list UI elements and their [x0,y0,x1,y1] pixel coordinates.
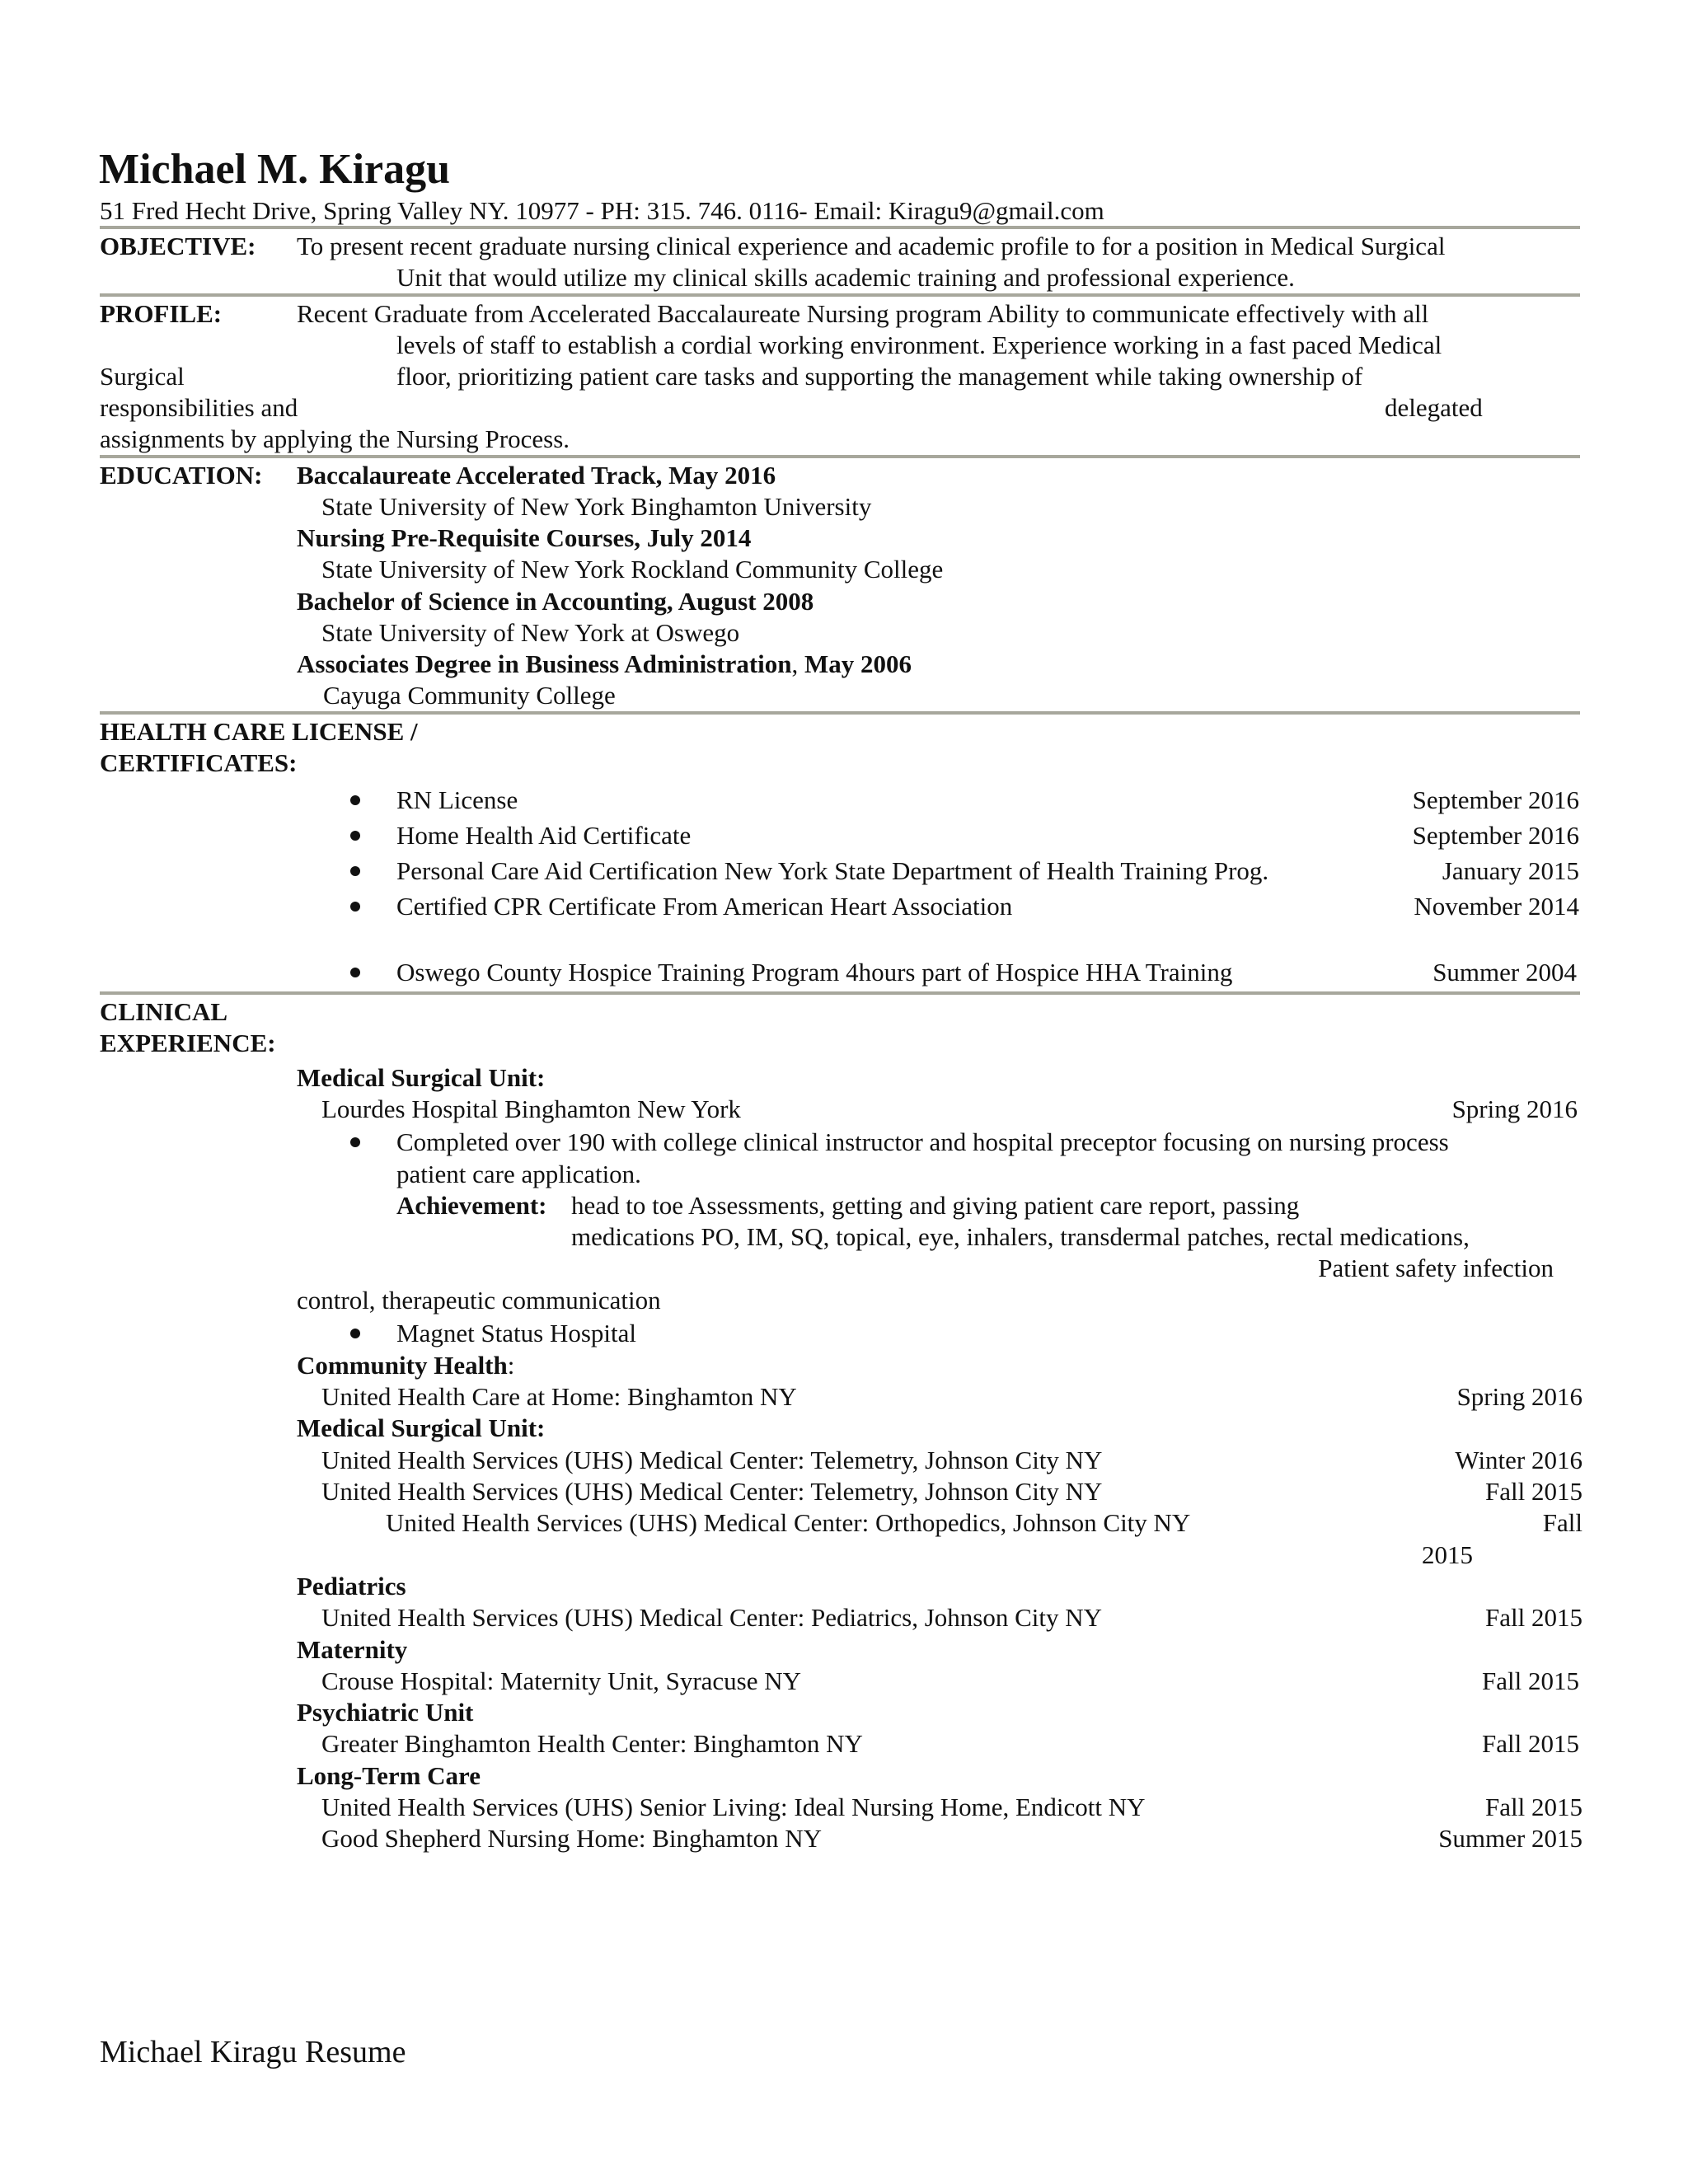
clinical-place: Good Shepherd Nursing Home: Binghamton NY [321,1824,823,1853]
profile-text-line4a: responsibilities and [100,393,298,422]
section-divider [100,991,1580,995]
license-date: January 2015 [1442,856,1579,885]
clinical-place: Greater Binghamton Health Center: Binghamton NY [321,1729,863,1758]
education-school: State University of New York at Oswego [321,618,740,647]
clinical-place: United Health Services (UHS) Senior Living: Ideal Nursing Home, Endicott NY [321,1793,1146,1821]
clinical-place: United Health Services (UHS) Medical Center: Telemetry, Johnson City NY [321,1446,1103,1474]
clinical-unit-colon: : [507,1351,515,1380]
education-school: State University of New York Binghamton University [321,492,872,521]
clinical-date: Fall 2015 [1482,1666,1579,1695]
profile-label: PROFILE: [100,299,223,328]
education-degree: Associates Degree in Business Administration [297,649,792,678]
clinical-place: United Health Care at Home: Binghamton NY [321,1382,797,1411]
clinical-label-line2: EXPERIENCE: [100,1029,276,1057]
license-date: Summer 2004 [1432,958,1577,987]
achievement-text: medications PO, IM, SQ, topical, eye, inhalers, transdermal patches, rectal medications, [571,1222,1470,1251]
clinical-date: Fall 2015 [1485,1603,1582,1632]
profile-text-line2: levels of staff to establish a cordial working environment. Experience working in a fast paced Medical [396,330,1442,359]
education-school: State University of New York Rockland Community College [321,555,944,583]
clinical-unit-title: Community Health [297,1351,508,1380]
bullet-icon [350,902,360,912]
clinical-label-line1: CLINICAL [100,997,228,1026]
clinical-date: Spring 2016 [1451,1094,1578,1123]
achievement-label: Achievement: [396,1191,547,1220]
clinical-bullet-text: Completed over 190 with college clinical instructor and hospital preceptor focusing on nursing process [396,1127,1449,1156]
bullet-icon [350,1137,360,1147]
bullet-icon [350,795,360,805]
education-degree-line [297,649,912,680]
clinical-unit-title: Medical Surgical Unit: [297,1063,546,1092]
licenses-label-line2: CERTIFICATES: [100,748,298,777]
clinical-place: Lourdes Hospital Binghamton New York [321,1094,741,1123]
clinical-place: United Health Services (UHS) Medical Center: Pediatrics, Johnson City NY [321,1603,1103,1632]
section-divider [100,293,1580,297]
education-degree: Bachelor of Science in Accounting, August 2008 [297,587,814,616]
objective-text-line1: To present recent graduate nursing clinical experience and academic profile to for a position in Medical Surgical [297,232,1446,260]
education-school: Cayuga Community College [323,681,616,710]
education-degree: Baccalaureate Accelerated Track, May 2016 [297,461,776,490]
achievement-text: Patient safety infection [1318,1254,1554,1282]
objective-text-line2: Unit that would utilize my clinical skills academic training and professional experience. [396,263,1295,292]
education-label: EDUCATION: [100,461,263,490]
license-date: September 2016 [1412,785,1579,814]
licenses-label-line1: HEALTH CARE LICENSE / [100,717,418,746]
page-footer: Michael Kiragu Resume [100,2035,406,2069]
license-name: Certified CPR Certificate From American Heart Association [396,892,1013,921]
profile-text-line5: assignments by applying the Nursing Process. [100,424,570,453]
education-degree-date: May 2006 [804,649,912,678]
education-degree-separator: , [791,649,805,678]
bullet-icon [350,866,360,876]
clinical-date: 2015 [1422,1540,1473,1569]
license-date: September 2016 [1412,821,1579,850]
objective-label: OBJECTIVE: [100,232,256,260]
clinical-date: Summer 2015 [1438,1824,1582,1853]
resume-name: Michael M. Kiragu [99,146,451,193]
achievement-text: head to toe Assessments, getting and giving patient care report, passing [571,1191,1300,1220]
clinical-date: Spring 2016 [1456,1382,1582,1411]
clinical-place: United Health Services (UHS) Medical Center: Telemetry, Johnson City NY [321,1477,1103,1506]
profile-text-line3a: Surgical [100,362,185,391]
section-divider [100,226,1580,229]
clinical-place: United Health Services (UHS) Medical Center: Orthopedics, Johnson City NY [386,1508,1191,1537]
clinical-date: Fall 2015 [1485,1477,1582,1506]
clinical-unit-title-line [297,1350,514,1381]
profile-text-line1: Recent Graduate from Accelerated Baccalaureate Nursing program Ability to communicate effectively with all [297,299,1429,328]
license-date: November 2014 [1414,892,1579,921]
profile-text-line3b: floor, prioritizing patient care tasks and supporting the management while taking ownership of [396,362,1363,391]
clinical-date: Fall 2015 [1482,1729,1579,1758]
clinical-unit-title: Maternity [297,1635,408,1664]
clinical-unit-title: Medical Surgical Unit: [297,1413,546,1442]
clinical-unit-title: Psychiatric Unit [297,1698,474,1727]
clinical-date: Fall [1542,1508,1582,1537]
section-divider [100,455,1580,458]
license-name: Home Health Aid Certificate [396,821,692,850]
clinical-place: Crouse Hospital: Maternity Unit, Syracuse NY [321,1666,802,1695]
profile-text-line4b: delegated [1385,393,1483,422]
contact-line: 51 Fred Hecht Drive, Spring Valley NY. 10977 - PH: 315. 746. 0116- Email: Kiragu9@gmail.com [100,196,1104,225]
clinical-bullet-text: patient care application. [396,1160,641,1188]
bullet-icon [350,968,360,977]
license-name: Oswego County Hospice Training Program 4hours part of Hospice HHA Training [396,958,1233,987]
clinical-unit-title: Pediatrics [297,1572,406,1601]
section-divider [100,711,1580,715]
clinical-date: Fall 2015 [1485,1793,1582,1821]
clinical-bullet-text: Magnet Status Hospital [396,1319,637,1347]
clinical-unit-title: Long-Term Care [297,1761,481,1790]
education-degree: Nursing Pre-Requisite Courses, July 2014 [297,523,752,552]
achievement-text: control, therapeutic communication [297,1286,661,1315]
bullet-icon [350,1329,360,1338]
bullet-icon [350,831,360,841]
license-name: RN License [396,785,518,814]
clinical-date: Winter 2016 [1455,1446,1582,1474]
license-name: Personal Care Aid Certification New York State Department of Health Training Prog. [396,856,1269,885]
